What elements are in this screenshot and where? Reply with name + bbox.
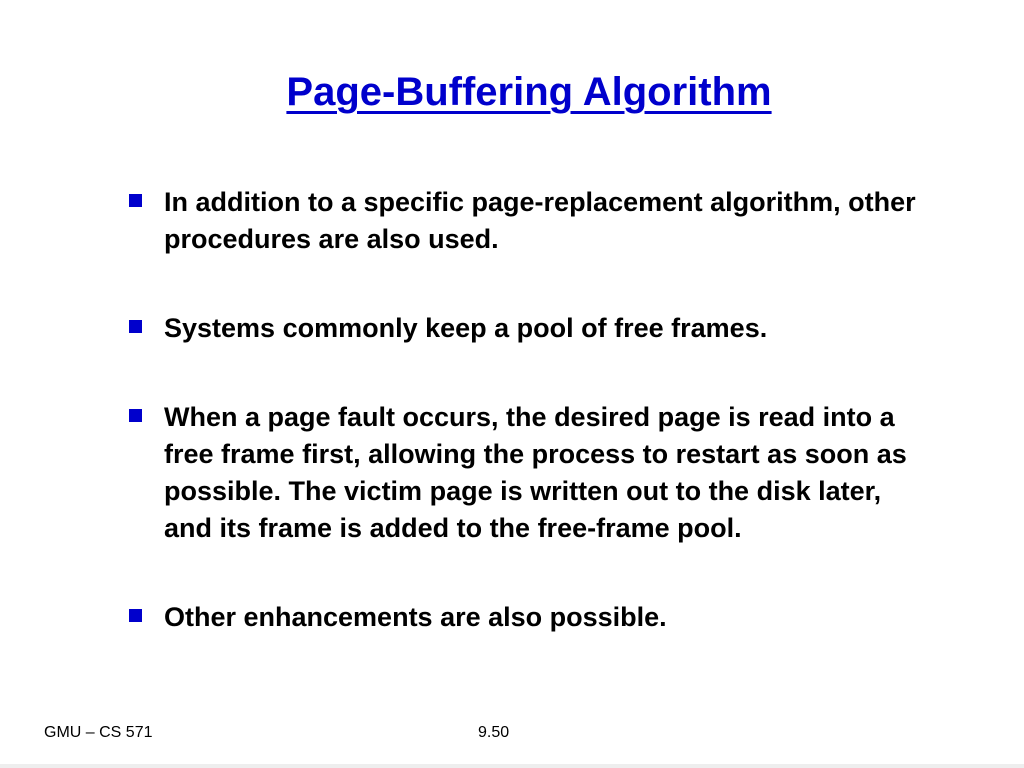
bullet-item bbox=[128, 599, 928, 636]
bottom-divider bbox=[0, 764, 1024, 768]
bullet-text: Other enhancements are also possible. bbox=[164, 602, 667, 632]
bullet-item bbox=[128, 184, 928, 258]
bullet-item bbox=[128, 310, 928, 347]
square-bullet-icon bbox=[129, 609, 142, 622]
bullet-item bbox=[128, 399, 928, 547]
slide-title: Page-Buffering Algorithm bbox=[286, 70, 772, 114]
square-bullet-icon bbox=[129, 320, 142, 333]
bullet-text: When a page fault occurs, the desired page is read into a free frame first, allowing the process to restart as soon as possible. The victim page is written out to the disk later, and its frame is added to the free-frame pool. bbox=[164, 402, 907, 543]
page-number: 9.50 bbox=[478, 724, 510, 741]
bullet-text: Systems commonly keep a pool of free frames. bbox=[164, 313, 768, 343]
square-bullet-icon bbox=[129, 409, 142, 422]
bullet-text: In addition to a specific page-replacement algorithm, other procedures are also used. bbox=[164, 187, 916, 254]
square-bullet-icon bbox=[129, 194, 142, 207]
bullet-list bbox=[128, 184, 928, 636]
footer-course-label: GMU – CS 571 bbox=[44, 724, 153, 741]
